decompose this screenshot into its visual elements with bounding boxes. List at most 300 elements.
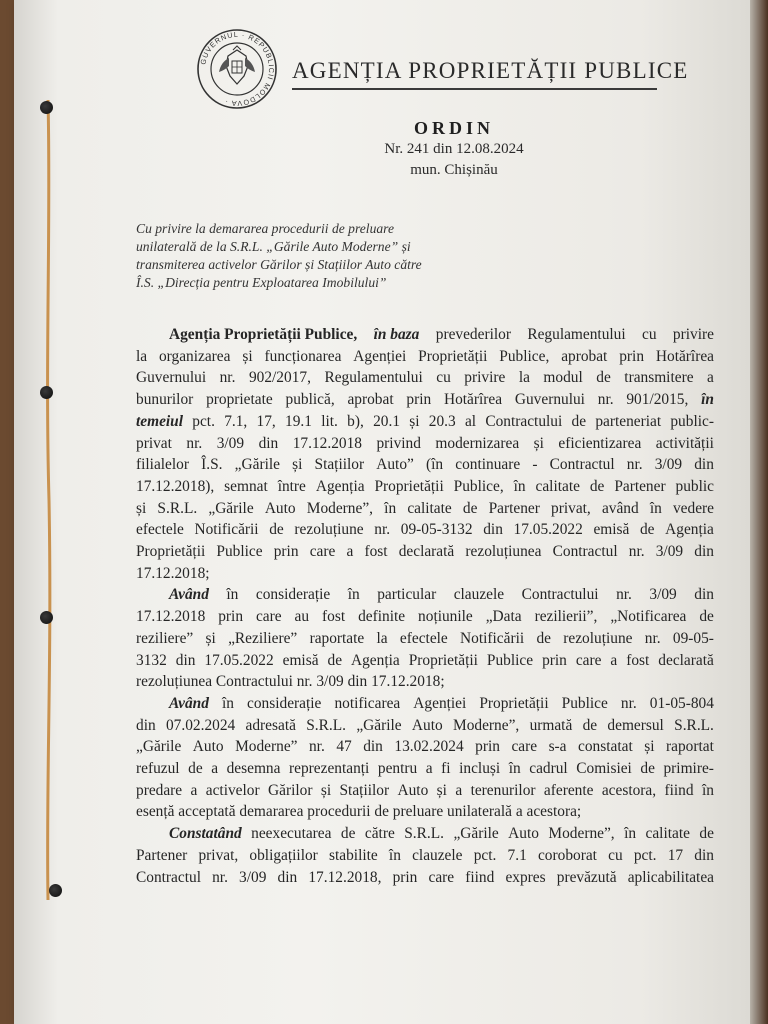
word: cu: [642, 326, 657, 343]
word: Proprietății: [374, 477, 444, 495]
word: din: [363, 738, 383, 756]
word: de: [699, 825, 714, 843]
word: de: [699, 608, 714, 626]
word: fost: [322, 608, 346, 626]
word: din: [175, 651, 196, 669]
word: Publice: [561, 694, 608, 712]
word: filialelor: [136, 456, 189, 474]
word: 17.12.2018: [292, 434, 362, 452]
word: în: [624, 825, 637, 843]
word: b),: [347, 412, 364, 430]
word: lit.: [321, 412, 338, 430]
paragraph-3: [136, 693, 714, 823]
word: acestora,: [601, 781, 657, 799]
word: Stațiilor: [314, 456, 365, 474]
text-line: [136, 867, 714, 889]
word: Gărilor: [268, 781, 313, 799]
word: și: [136, 499, 147, 517]
word: constatat: [578, 738, 633, 756]
word: Auto: [411, 716, 443, 734]
word: de: [571, 412, 587, 430]
word: vedere: [672, 499, 714, 517]
word: a: [455, 781, 463, 799]
word: în: [388, 846, 401, 864]
text-line: [136, 324, 714, 346]
word: Agenția: [665, 521, 714, 539]
word: Stațiilor: [339, 781, 390, 799]
word: parteneriat: [595, 412, 662, 430]
word: eficientizarea: [558, 434, 642, 452]
word: Hotărîrea: [443, 391, 503, 409]
word: fost: [626, 651, 650, 669]
word: nr.: [374, 521, 391, 539]
word: esență acceptată demararea procedurii de preluare unilaterală a acestora;: [136, 803, 582, 821]
text-line: [136, 563, 714, 585]
background-edge: [750, 0, 768, 1024]
word: între: [277, 477, 306, 495]
word: adresată: [245, 716, 296, 734]
word: de: [639, 521, 655, 539]
word: 09-05-: [672, 629, 714, 647]
svg-text:GUVERNUL · REPUBLICII MOLDOVA: GUVERNUL · REPUBLICII MOLDOVA ·: [198, 29, 277, 109]
word: Publice: [216, 543, 263, 561]
word: 17.12.2018,: [308, 868, 382, 886]
word: efectele: [136, 521, 184, 539]
text-line: [136, 389, 714, 411]
word: „Gările: [234, 456, 280, 474]
text-line: [136, 606, 714, 628]
word: în: [649, 499, 662, 517]
word: neexecutarea: [251, 825, 332, 843]
word: „Gările: [136, 738, 182, 756]
word: și: [436, 781, 447, 799]
agency-name: AGENȚIA PROPRIETĂȚII PUBLICE: [292, 58, 689, 83]
word: 3/09: [239, 868, 267, 886]
text-line: [136, 498, 714, 520]
word: pct.: [473, 846, 497, 864]
word: în: [226, 586, 239, 604]
word: aprobat: [561, 347, 608, 365]
text-line: [136, 736, 714, 758]
word: în: [513, 477, 526, 495]
text-line: [136, 346, 714, 368]
word: publică,: [285, 391, 335, 409]
word: -: [532, 456, 538, 474]
word: „Gările: [208, 499, 254, 517]
word: 3/09: [216, 434, 245, 452]
word: raportate: [309, 629, 365, 647]
binding-hole: [40, 101, 53, 114]
word: nr.: [616, 586, 632, 604]
text-line: [136, 628, 714, 650]
word: cu: [436, 369, 451, 387]
word: a: [610, 651, 618, 669]
word: Moderne”,: [453, 716, 520, 734]
word: „Gările: [453, 825, 499, 843]
word: rezoluțiune: [294, 521, 364, 539]
text-line: [136, 801, 714, 823]
word: 7.1: [507, 846, 527, 864]
word: de: [327, 651, 343, 669]
order-body: [136, 324, 714, 888]
word: efectele: [399, 629, 448, 647]
word: din: [136, 716, 156, 734]
word: Contractul: [136, 868, 201, 886]
word: Auto”: [376, 456, 414, 474]
word: primire-: [663, 760, 714, 778]
word: Auto: [397, 781, 429, 799]
binding-hole: [40, 386, 53, 399]
word: noțiunile: [418, 608, 473, 626]
word: din: [694, 586, 714, 604]
word: nr.: [626, 456, 643, 474]
subject-line: unilaterală de la S.R.L. „Gările Auto Moderne” și: [136, 239, 411, 254]
word: continuare: [455, 456, 521, 474]
word: privire: [672, 326, 714, 343]
word: Agenția: [351, 651, 400, 669]
word: Notificării: [460, 629, 525, 647]
word: prevăzută: [556, 868, 617, 886]
word: privire: [464, 369, 506, 387]
word: Publice: [486, 651, 534, 669]
word: obligațiilor: [249, 846, 318, 864]
word: Proprietății: [408, 651, 478, 669]
word: în: [508, 760, 521, 778]
word: Agenția: [315, 477, 365, 495]
word: care: [511, 738, 538, 756]
word: a: [707, 369, 714, 387]
word: transmitere: [624, 369, 694, 387]
paragraph-4: [136, 823, 714, 888]
word: aplicabilitatea: [627, 868, 714, 886]
text-line: [136, 758, 714, 780]
subject-line: transmiterea activelor Gărilor și Stațiilor Auto către: [136, 257, 422, 272]
word: în: [701, 781, 714, 799]
word: care: [428, 868, 455, 886]
word: Proprietății: [136, 543, 206, 561]
word: emisă: [593, 521, 630, 539]
word: 01-05-804: [649, 694, 714, 712]
binding-hole: [40, 611, 53, 624]
word: și: [292, 456, 303, 474]
word: aprobat: [347, 391, 394, 409]
word: incluși: [459, 760, 501, 778]
word: Guvernului: [514, 391, 585, 409]
text-line: [136, 780, 714, 802]
word: rezoluțiunea: [465, 543, 542, 561]
word: privat,: [551, 499, 591, 517]
word: prin: [406, 391, 432, 409]
word: Regulamentului: [324, 369, 423, 387]
word: în: [221, 694, 234, 712]
word: 17,: [256, 412, 276, 430]
word: Publice,: [453, 477, 504, 495]
word: din: [258, 434, 279, 452]
word: pct.: [633, 846, 657, 864]
word: de: [462, 499, 478, 517]
binding-hole: [49, 884, 62, 897]
word: rezoluțiunea Contractului nr. 3/09 din 17.12.2018;: [136, 673, 445, 691]
word: Proprietății: [418, 347, 488, 365]
text-line: [136, 367, 714, 389]
word: 901/2015,: [626, 391, 689, 409]
word: 7.1,: [224, 412, 248, 430]
word: și: [320, 781, 332, 799]
text-line: [136, 823, 714, 845]
word: 17.12.2018: [136, 608, 206, 626]
word: declarată: [398, 543, 455, 561]
word: declarată: [658, 651, 714, 669]
word: temeiul: [136, 412, 184, 430]
word: 47: [336, 738, 352, 756]
word: în: [347, 586, 360, 604]
word: funcționarea: [264, 347, 342, 365]
word: privind: [376, 434, 421, 452]
word: nr.: [219, 369, 236, 387]
word: prin: [392, 868, 418, 886]
word: calitate: [645, 825, 690, 843]
word: 19.1: [285, 412, 312, 430]
word: de: [269, 521, 284, 539]
word: 17: [667, 846, 684, 864]
word: terenurilor: [470, 781, 536, 799]
text-line: [136, 584, 714, 606]
word: demersul: [607, 716, 664, 734]
word: de: [596, 369, 611, 387]
text-line: [136, 519, 714, 541]
word: privat: [136, 434, 172, 452]
word: Agenției: [413, 694, 467, 712]
word: calitate: [407, 499, 452, 517]
text-line: [136, 845, 714, 867]
word: care: [255, 608, 282, 626]
word: cu: [608, 846, 623, 864]
paragraph-1: [136, 324, 714, 584]
word: Î.S.: [201, 456, 223, 474]
word: S.R.L.: [674, 716, 714, 734]
word: din: [694, 846, 714, 864]
word: s-a: [548, 738, 567, 756]
word: bunurilor: [136, 391, 194, 409]
word: a: [190, 781, 198, 799]
word: de: [188, 760, 203, 778]
word: de: [582, 716, 598, 734]
word: 17.05.2022: [513, 521, 583, 539]
word: din: [483, 521, 503, 539]
word: prin: [273, 543, 299, 561]
word: la: [136, 347, 148, 365]
word: și: [644, 738, 655, 756]
word: rezoluțiune: [563, 629, 633, 647]
word: al: [464, 412, 477, 430]
word: Având: [169, 694, 209, 712]
word: Publice,: [499, 347, 550, 365]
word: având: [601, 499, 639, 517]
word: public-: [670, 412, 714, 430]
word: Agenției: [353, 347, 407, 365]
order-number-date: Nr. 241 din 12.08.2024: [384, 141, 524, 157]
subject-line: Cu privire la demararea procedurii de preluare: [136, 221, 394, 236]
word: 3/09: [655, 543, 684, 561]
binding-string: [44, 100, 52, 900]
text-line: [136, 454, 714, 476]
word: Regulamentului: [527, 326, 626, 343]
word: din: [694, 543, 714, 561]
word: de: [536, 629, 551, 647]
word: Moderne”: [235, 738, 298, 756]
word: predare: [136, 781, 183, 799]
word: desemna: [226, 760, 281, 778]
word: raportat: [665, 738, 714, 756]
word: public: [675, 477, 714, 495]
text-line: [136, 433, 714, 455]
word: considerație: [247, 694, 322, 712]
word: (în: [426, 456, 444, 474]
word: nr.: [212, 868, 228, 886]
word: calitate: [535, 477, 580, 495]
word: Constatând: [169, 825, 242, 843]
paragraph-2: [136, 584, 714, 693]
word: pct.: [192, 412, 215, 430]
word: din: [277, 868, 298, 886]
word: Agenția Proprietății Publice,: [169, 326, 358, 343]
word: urmată: [529, 716, 573, 734]
text-line: [136, 476, 714, 498]
word: reprezentanți: [289, 760, 370, 778]
word: și: [242, 347, 253, 365]
word: Comisiei: [576, 760, 632, 778]
word: definite: [358, 608, 406, 626]
word: semnat: [224, 477, 268, 495]
word: fi: [441, 760, 451, 778]
word: cadrul: [529, 760, 568, 778]
word: în baza: [373, 326, 420, 343]
word: „Notificarea: [610, 608, 687, 626]
word: emisă: [282, 651, 319, 669]
word: stabilite: [329, 846, 378, 864]
word: de: [640, 760, 655, 778]
word: „Reziliere”: [228, 629, 298, 647]
word: la: [376, 629, 388, 647]
word: 20.3: [428, 412, 456, 430]
word: prin: [542, 651, 567, 669]
word: reziliere”: [136, 629, 194, 647]
word: și: [533, 434, 544, 452]
word: fost: [364, 543, 388, 561]
word: modernizarea: [435, 434, 520, 452]
word: 07.02.2024: [165, 716, 236, 734]
word: clauzele: [412, 846, 463, 864]
state-seal: [196, 28, 278, 110]
order-subject: [136, 220, 476, 292]
word: în: [701, 391, 714, 409]
word: din: [694, 456, 714, 474]
word: și: [409, 412, 420, 430]
word: 3/09: [649, 586, 677, 604]
word: în: [384, 499, 397, 517]
word: 20.1: [373, 412, 401, 430]
text-line: [136, 541, 714, 563]
document-page: [14, 0, 750, 1024]
word: Hotărîrea: [655, 347, 714, 365]
word: fiind: [465, 868, 495, 886]
word: coroborat: [537, 846, 597, 864]
word: rezilierii”,: [534, 608, 598, 626]
word: Partener: [488, 499, 540, 517]
word: Moderne”,: [306, 499, 374, 517]
word: prin: [475, 738, 500, 756]
word: Auto: [192, 738, 224, 756]
word: considerație: [255, 586, 331, 604]
word: nr.: [308, 738, 325, 756]
header-rule: [292, 88, 657, 90]
word: 17.12.2018;: [136, 564, 210, 582]
word: S.R.L.: [157, 499, 198, 517]
word: pentru: [377, 760, 418, 778]
word: Partener: [136, 846, 188, 864]
word: 17.12.2018),: [136, 477, 215, 495]
word: care: [309, 543, 336, 561]
order-title: ORDIN: [413, 118, 494, 138]
word: organizarea: [158, 347, 231, 365]
word: Contractului: [521, 586, 599, 604]
word: Auto: [508, 825, 539, 843]
word: 3/09: [654, 456, 683, 474]
word: a: [425, 760, 433, 778]
word: aferente: [543, 781, 594, 799]
word: refuzul: [136, 760, 180, 778]
word: Guvernului: [136, 369, 207, 387]
word: nr.: [628, 543, 645, 561]
word: proprietate: [206, 391, 273, 409]
word: activelor: [205, 781, 260, 799]
word: de: [589, 477, 605, 495]
word: 09-05-3132: [400, 521, 473, 539]
text-line: [136, 693, 714, 715]
word: 902/2017,: [248, 369, 311, 387]
word: fiind: [664, 781, 694, 799]
word: 17.05.2022: [204, 651, 274, 669]
word: „Gările: [356, 716, 402, 734]
word: nr.: [620, 694, 637, 712]
word: Contractul: [549, 456, 615, 474]
word: expres: [505, 868, 546, 886]
word: prin: [619, 347, 645, 365]
word: Partener: [614, 477, 666, 495]
word: modul: [543, 369, 583, 387]
word: Proprietății: [479, 694, 549, 712]
word: nr.: [186, 434, 203, 452]
word: care: [575, 651, 602, 669]
text-line: [136, 715, 714, 737]
word: Contractului: [485, 412, 563, 430]
word: 13.02.2024: [394, 738, 464, 756]
word: nr.: [597, 391, 614, 409]
word: a: [211, 760, 219, 778]
word: privat,: [198, 846, 239, 864]
word: clauzele: [453, 586, 505, 604]
word: Auto: [264, 499, 296, 517]
word: de: [340, 825, 356, 843]
word: a: [346, 543, 354, 561]
word: prin: [218, 608, 244, 626]
order-city: mun. Chișinău: [410, 162, 498, 178]
word: S.R.L.: [306, 716, 347, 734]
word: și: [205, 629, 216, 647]
word: activității: [655, 434, 714, 452]
word: Notificării: [194, 521, 259, 539]
word: notificarea: [334, 694, 401, 712]
